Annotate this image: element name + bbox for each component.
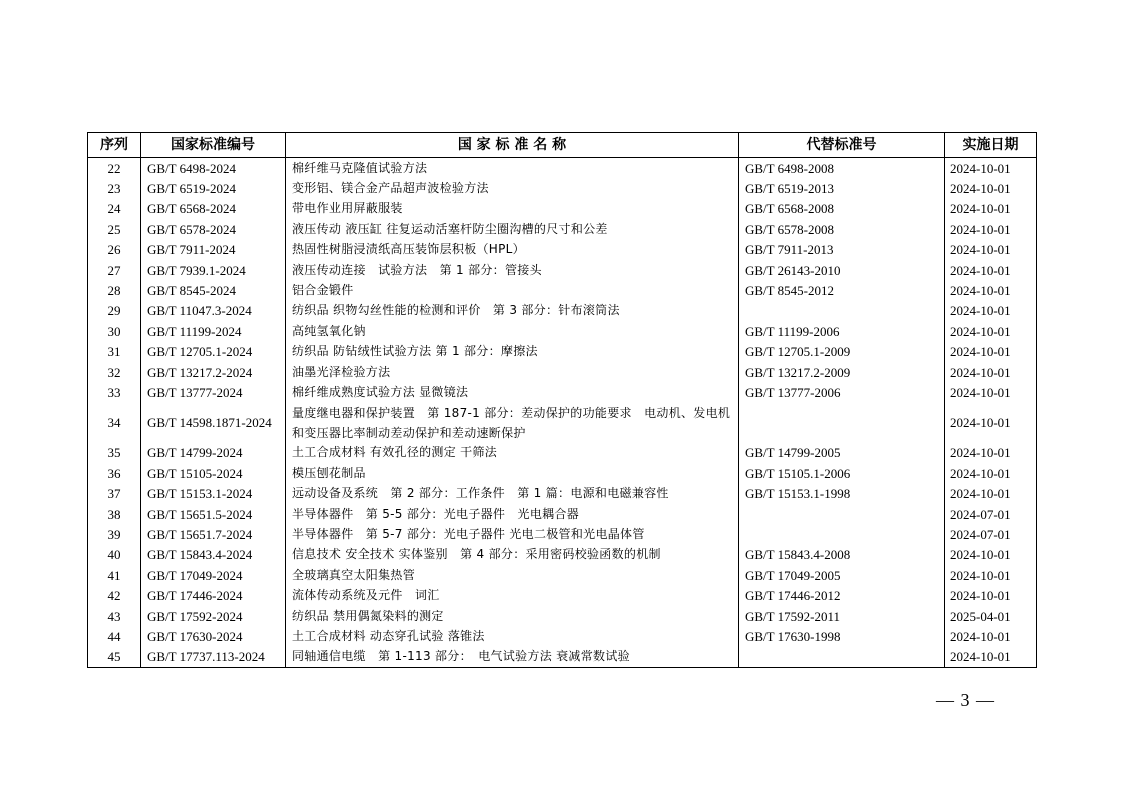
cell-seq: 33 [88, 382, 141, 402]
cell-code: GB/T 15153.1-2024 [141, 483, 286, 503]
header-code: 国家标准编号 [141, 133, 286, 158]
cell-replace [739, 524, 945, 544]
cell-date: 2024-10-01 [945, 321, 1037, 341]
cell-name: 变形铝、镁合金产品超声波检验方法 [286, 178, 739, 198]
cell-replace: GB/T 15105.1-2006 [739, 463, 945, 483]
cell-code: GB/T 14598.1871-2024 [141, 403, 286, 443]
table-row [88, 565, 1037, 585]
table-row [88, 342, 1037, 362]
cell-name: 同轴通信电缆 第 1-113 部分： 电气试验方法 衰减常数试验 [286, 647, 739, 668]
table-header [88, 133, 1037, 158]
table-row [88, 647, 1037, 668]
cell-date: 2024-07-01 [945, 504, 1037, 524]
cell-code: GB/T 17446-2024 [141, 585, 286, 605]
cell-date: 2024-10-01 [945, 199, 1037, 219]
cell-replace: GB/T 15843.4-2008 [739, 545, 945, 565]
cell-replace: GB/T 17630-1998 [739, 626, 945, 646]
cell-name: 信息技术 安全技术 实体鉴别 第 4 部分：采用密码校验函数的机制 [286, 545, 739, 565]
cell-seq: 43 [88, 606, 141, 626]
cell-name: 模压刨花制品 [286, 463, 739, 483]
cell-seq: 41 [88, 565, 141, 585]
cell-seq: 35 [88, 443, 141, 463]
cell-seq: 26 [88, 240, 141, 260]
cell-replace: GB/T 11199-2006 [739, 321, 945, 341]
cell-date: 2024-10-01 [945, 443, 1037, 463]
cell-seq: 22 [88, 158, 141, 179]
cell-replace: GB/T 17049-2005 [739, 565, 945, 585]
page-number: — 3 — [936, 690, 995, 710]
header-name: 国 家 标 准 名 称 [286, 133, 739, 158]
cell-replace: GB/T 7911-2013 [739, 240, 945, 260]
cell-name: 纺织品 禁用偶氮染料的测定 [286, 606, 739, 626]
cell-replace: GB/T 17446-2012 [739, 585, 945, 605]
cell-name: 半导体器件 第 5-7 部分：光电子器件 光电二极管和光电晶体管 [286, 524, 739, 544]
cell-name: 纺织品 防钻绒性试验方法 第 1 部分：摩擦法 [286, 342, 739, 362]
cell-code: GB/T 11199-2024 [141, 321, 286, 341]
cell-code: GB/T 15843.4-2024 [141, 545, 286, 565]
cell-seq: 40 [88, 545, 141, 565]
cell-name: 油墨光泽检验方法 [286, 362, 739, 382]
cell-replace: GB/T 6519-2013 [739, 178, 945, 198]
cell-replace: GB/T 6568-2008 [739, 199, 945, 219]
table-row [88, 463, 1037, 483]
cell-replace: GB/T 15153.1-1998 [739, 483, 945, 503]
cell-seq: 39 [88, 524, 141, 544]
cell-seq: 45 [88, 647, 141, 668]
cell-seq: 25 [88, 219, 141, 239]
cell-date: 2024-10-01 [945, 626, 1037, 646]
cell-date: 2024-10-01 [945, 565, 1037, 585]
cell-code: GB/T 15105-2024 [141, 463, 286, 483]
cell-date: 2024-10-01 [945, 178, 1037, 198]
cell-seq: 36 [88, 463, 141, 483]
cell-name: 棉纤维成熟度试验方法 显微镜法 [286, 382, 739, 402]
cell-replace: GB/T 12705.1-2009 [739, 342, 945, 362]
cell-code: GB/T 6498-2024 [141, 158, 286, 179]
cell-replace: GB/T 6498-2008 [739, 158, 945, 179]
table-row [88, 585, 1037, 605]
cell-date: 2024-10-01 [945, 260, 1037, 280]
cell-replace: GB/T 6578-2008 [739, 219, 945, 239]
cell-replace: GB/T 13217.2-2009 [739, 362, 945, 382]
cell-date: 2024-10-01 [945, 382, 1037, 402]
table-row [88, 443, 1037, 463]
table-row [88, 158, 1037, 179]
header-date: 实施日期 [945, 133, 1037, 158]
cell-seq: 42 [88, 585, 141, 605]
cell-date: 2024-10-01 [945, 158, 1037, 179]
table-row [88, 301, 1037, 321]
cell-code: GB/T 13217.2-2024 [141, 362, 286, 382]
cell-code: GB/T 6578-2024 [141, 219, 286, 239]
cell-name: 土工合成材料 动态穿孔试验 落锥法 [286, 626, 739, 646]
cell-name: 全玻璃真空太阳集热管 [286, 565, 739, 585]
cell-code: GB/T 12705.1-2024 [141, 342, 286, 362]
cell-date: 2025-04-01 [945, 606, 1037, 626]
header-seq: 序列 [88, 133, 141, 158]
cell-code: GB/T 17592-2024 [141, 606, 286, 626]
cell-code: GB/T 15651.5-2024 [141, 504, 286, 524]
table-row [88, 545, 1037, 565]
table-row [88, 260, 1037, 280]
cell-code: GB/T 6519-2024 [141, 178, 286, 198]
table-row [88, 240, 1037, 260]
table-row [88, 606, 1037, 626]
cell-date: 2024-10-01 [945, 545, 1037, 565]
table-row [88, 382, 1037, 402]
header-replace: 代替标准号 [739, 133, 945, 158]
cell-date: 2024-10-01 [945, 280, 1037, 300]
cell-code: GB/T 17049-2024 [141, 565, 286, 585]
table-row [88, 321, 1037, 341]
cell-replace [739, 647, 945, 668]
cell-date: 2024-10-01 [945, 301, 1037, 321]
cell-replace: GB/T 14799-2005 [739, 443, 945, 463]
table-row [88, 524, 1037, 544]
table-body [88, 158, 1037, 668]
cell-seq: 37 [88, 483, 141, 503]
cell-code: GB/T 6568-2024 [141, 199, 286, 219]
cell-name: 带电作业用屏蔽服装 [286, 199, 739, 219]
cell-date: 2024-10-01 [945, 463, 1037, 483]
cell-name: 土工合成材料 有效孔径的测定 干筛法 [286, 443, 739, 463]
cell-seq: 32 [88, 362, 141, 382]
table-row [88, 626, 1037, 646]
table-row [88, 504, 1037, 524]
cell-name: 液压传动连接 试验方法 第 1 部分：管接头 [286, 260, 739, 280]
cell-code: GB/T 17630-2024 [141, 626, 286, 646]
header-row [88, 133, 1037, 158]
table-row [88, 280, 1037, 300]
cell-seq: 34 [88, 403, 141, 443]
cell-seq: 23 [88, 178, 141, 198]
cell-date: 2024-10-01 [945, 362, 1037, 382]
cell-seq: 44 [88, 626, 141, 646]
cell-name: 远动设备及系统 第 2 部分：工作条件 第 1 篇：电源和电磁兼容性 [286, 483, 739, 503]
cell-seq: 24 [88, 199, 141, 219]
table-row [88, 362, 1037, 382]
cell-code: GB/T 11047.3-2024 [141, 301, 286, 321]
cell-replace: GB/T 13777-2006 [739, 382, 945, 402]
cell-code: GB/T 15651.7-2024 [141, 524, 286, 544]
cell-name: 半导体器件 第 5-5 部分：光电子器件 光电耦合器 [286, 504, 739, 524]
cell-replace: GB/T 17592-2011 [739, 606, 945, 626]
cell-code: GB/T 8545-2024 [141, 280, 286, 300]
table-row [88, 178, 1037, 198]
cell-replace [739, 403, 945, 443]
cell-replace: GB/T 8545-2012 [739, 280, 945, 300]
cell-code: GB/T 14799-2024 [141, 443, 286, 463]
cell-code: GB/T 7939.1-2024 [141, 260, 286, 280]
cell-name: 铝合金锻件 [286, 280, 739, 300]
cell-date: 2024-10-01 [945, 219, 1037, 239]
cell-name: 高纯氢氧化钠 [286, 321, 739, 341]
cell-name: 棉纤维马克隆值试验方法 [286, 158, 739, 179]
cell-replace [739, 504, 945, 524]
cell-date: 2024-10-01 [945, 483, 1037, 503]
cell-seq: 31 [88, 342, 141, 362]
cell-date: 2024-10-01 [945, 647, 1037, 668]
cell-replace [739, 301, 945, 321]
table-row [88, 219, 1037, 239]
cell-date: 2024-10-01 [945, 585, 1037, 605]
cell-name: 纺织品 织物勾丝性能的检测和评价 第 3 部分：针布滚筒法 [286, 301, 739, 321]
cell-code: GB/T 17737.113-2024 [141, 647, 286, 668]
cell-date: 2024-10-01 [945, 240, 1037, 260]
cell-date: 2024-07-01 [945, 524, 1037, 544]
cell-name: 液压传动 液压缸 往复运动活塞杆防尘圈沟槽的尺寸和公差 [286, 219, 739, 239]
cell-seq: 28 [88, 280, 141, 300]
cell-date: 2024-10-01 [945, 342, 1037, 362]
cell-seq: 29 [88, 301, 141, 321]
table-row [88, 483, 1037, 503]
cell-name: 流体传动系统及元件 词汇 [286, 585, 739, 605]
standards-table [87, 132, 1037, 668]
cell-code: GB/T 13777-2024 [141, 382, 286, 402]
cell-seq: 38 [88, 504, 141, 524]
cell-replace: GB/T 26143-2010 [739, 260, 945, 280]
cell-seq: 30 [88, 321, 141, 341]
cell-date: 2024-10-01 [945, 403, 1037, 443]
cell-seq: 27 [88, 260, 141, 280]
cell-name: 量度继电器和保护装置 第 187-1 部分：差动保护的功能要求 电动机、发电机和变压器比率制动差动保护和差动速断保护 [286, 403, 739, 443]
table-row [88, 403, 1037, 443]
cell-name: 热固性树脂浸渍纸高压装饰层积板（HPL） [286, 240, 739, 260]
cell-code: GB/T 7911-2024 [141, 240, 286, 260]
table-row [88, 199, 1037, 219]
